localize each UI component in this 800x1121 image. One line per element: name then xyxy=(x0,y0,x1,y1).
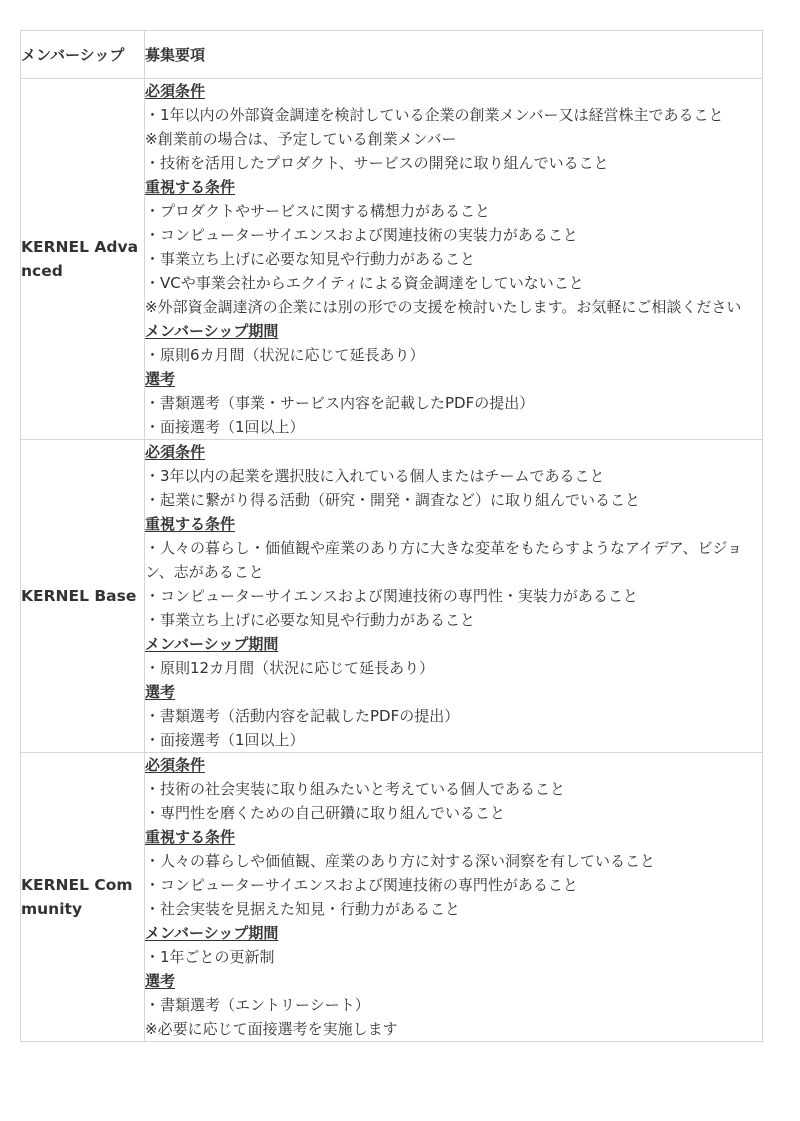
section-heading: 必須条件 xyxy=(145,443,206,461)
requirement-line: ・書類選考（エントリーシート） xyxy=(145,996,370,1014)
requirement-line: ・書類選考（活動内容を記載したPDFの提出） xyxy=(145,707,460,725)
section-heading: メンバーシップ期間 xyxy=(145,924,279,942)
section-heading: 重視する条件 xyxy=(145,828,236,846)
requirement-line: ・人々の暮らしや価値観、産業のあり方に対する深い洞察を有していること xyxy=(145,852,656,870)
section-heading: 選考 xyxy=(145,972,176,990)
requirement-line: ・社会実装を見据えた知見・行動力があること xyxy=(145,900,461,918)
membership-name: KERNEL Community xyxy=(21,753,145,1042)
requirement-line: ・コンピューターサイエンスおよび関連技術の専門性があること xyxy=(145,876,578,894)
table-body xyxy=(21,79,763,1042)
table-row xyxy=(21,79,763,440)
section-heading: 重視する条件 xyxy=(145,515,236,533)
table-header-row xyxy=(21,31,763,79)
section-heading: 必須条件 xyxy=(145,756,206,774)
requirement-line: ・書類選考（事業・サービス内容を記載したPDFの提出） xyxy=(145,394,535,412)
requirements-cell xyxy=(145,440,763,753)
requirement-line: ・技術の社会実装に取り組みたいと考えている個人であること xyxy=(145,780,566,798)
section-heading: メンバーシップ期間 xyxy=(145,635,279,653)
membership-name: KERNEL Advanced xyxy=(21,79,145,440)
header-requirements: 募集要項 xyxy=(145,31,763,79)
requirement-line: ・1年以内の外部資金調達を検討している企業の創業メンバー又は経営株主であること xyxy=(145,106,724,124)
requirement-line: ・原則6カ月間（状況に応じて延長あり） xyxy=(145,346,425,364)
requirement-line: ・プロダクトやサービスに関する構想力があること xyxy=(145,202,491,220)
requirement-line: ※外部資金調達済の企業には別の形での支援を検討いたします。お気軽にご相談ください xyxy=(145,298,742,316)
requirement-line: ※必要に応じて面接選考を実施します xyxy=(145,1020,398,1038)
requirement-line: ・面接選考（1回以上） xyxy=(145,731,305,749)
requirement-line: ・起業に繋がり得る活動（研究・開発・調査など）に取り組んでいること xyxy=(145,491,641,509)
membership-name: KERNEL Base xyxy=(21,440,145,753)
requirement-line: ・VCや事業会社からエクイティによる資金調達をしていないこと xyxy=(145,274,584,292)
requirement-line: ・原則12カ月間（状況に応じて延長あり） xyxy=(145,659,435,677)
section-heading: 必須条件 xyxy=(145,82,206,100)
section-heading: 選考 xyxy=(145,370,176,388)
requirement-line: ・コンピューターサイエンスおよび関連技術の専門性・実装力があること xyxy=(145,587,638,605)
requirements-cell xyxy=(145,753,763,1042)
requirement-line: ・技術を活用したプロダクト、サービスの開発に取り組んでいること xyxy=(145,154,609,172)
requirement-line: ・コンピューターサイエンスおよび関連技術の実装力があること xyxy=(145,226,578,244)
requirement-line: ・人々の暮らし・価値観や産業のあり方に大きな変革をもたらすようなアイデア、ビジョン、志があること xyxy=(145,539,743,581)
requirement-line: ・1年ごとの更新制 xyxy=(145,948,275,966)
header-membership: メンバーシップ xyxy=(21,31,145,79)
requirement-line: ・面接選考（1回以上） xyxy=(145,418,305,436)
section-heading: 重視する条件 xyxy=(145,178,236,196)
table-row xyxy=(21,753,763,1042)
requirement-line: ・3年以内の起業を選択肢に入れている個人またはチームであること xyxy=(145,467,605,485)
requirement-line: ・事業立ち上げに必要な知見や行動力があること xyxy=(145,250,476,268)
section-heading: メンバーシップ期間 xyxy=(145,322,279,340)
requirement-line: ・専門性を磨くための自己研鑽に取り組んでいること xyxy=(145,804,506,822)
membership-table xyxy=(20,30,763,1042)
requirement-line: ※創業前の場合は、予定している創業メンバー xyxy=(145,130,457,148)
section-heading: 選考 xyxy=(145,683,176,701)
requirements-cell xyxy=(145,79,763,440)
table-row xyxy=(21,440,763,753)
requirement-line: ・事業立ち上げに必要な知見や行動力があること xyxy=(145,611,476,629)
